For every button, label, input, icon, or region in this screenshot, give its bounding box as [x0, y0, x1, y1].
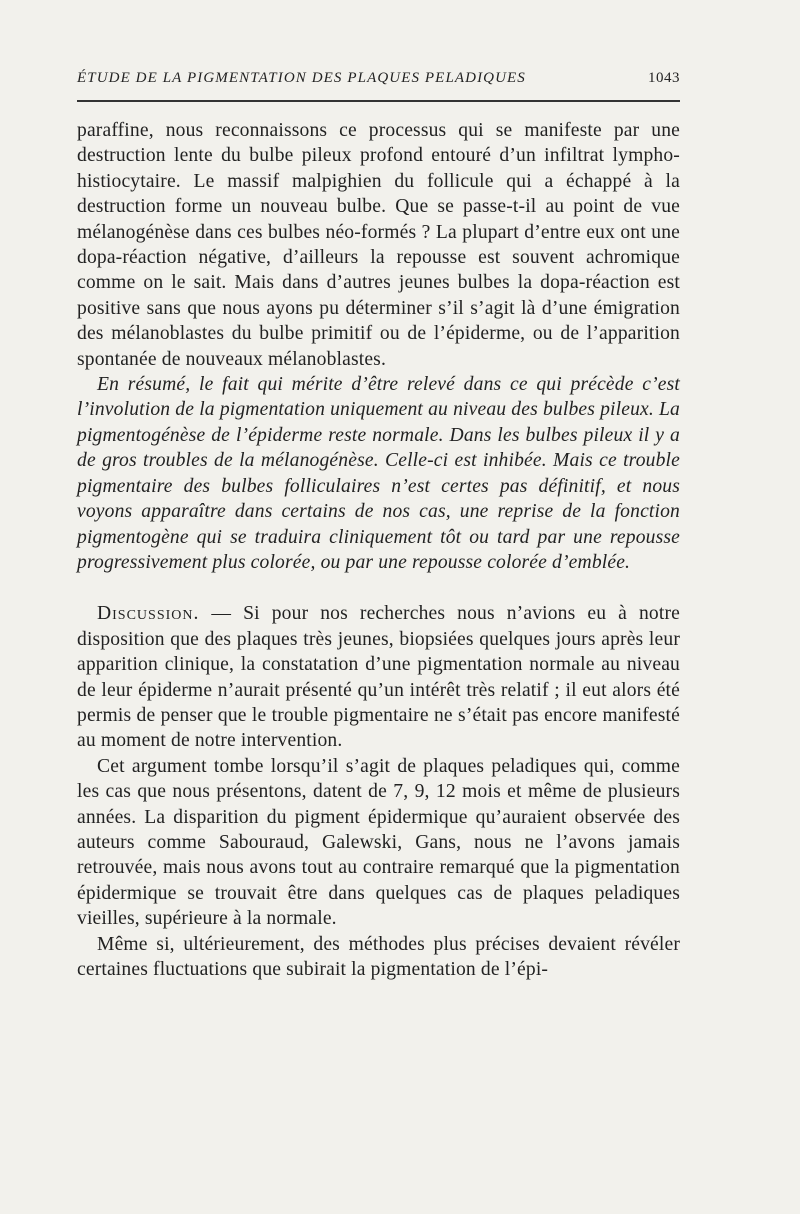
- paragraph-1: paraffine, nous reconnaissons ce processus qui se manifeste par une destruction lente du bulbe pileux profond entouré d’un infiltrat lympho-histiocytaire. Le massif malpighien du follicule qui a échappé à la destruction forme un nouveau bulbe. Que se passe-t-il au point de vue mélanogénèse dans ces bulbes néo-formés ? La plupart d’entre eux ont une dopa-réaction négative, d’ailleurs la repousse est souvent achromique comme on le sait. Mais dans d’autres jeunes bulbes la dopa-réaction est positive sans que nous ayons pu déterminer s’il s’agit là d’une émigration des mélanoblastes du bulbe primitif ou de l’épiderme, ou de l’apparition spontanée de nouveaux mélanoblastes.: [77, 120, 680, 370]
- page-number: 1043: [648, 70, 680, 86]
- body-text: [77, 118, 680, 982]
- discussion-label: Discussion.: [97, 603, 200, 625]
- running-header: [77, 70, 680, 96]
- paragraph-4: Cet argument tombe lorsqu’il s’agit de plaques peladiques qui, comme les cas que nous présentons, datent de 7, 9, 12 mois et même de plusieurs années. La disparition du pigment épidermique qu’auraient observée des auteurs comme Sabouraud, Galewski, Gans, nous ne l’avons jamais retrouvée, mais nous avons tout au contraire remarqué que la pigmentation épidermique se trouvait être dans quelques cas de plaques peladiques vieilles, supérieure à la normale.: [77, 755, 680, 930]
- paragraph-discussion: [77, 601, 680, 753]
- running-title: ÉTUDE DE LA PIGMENTATION DES PLAQUES PELADIQUES: [77, 70, 526, 86]
- page: [77, 70, 680, 982]
- paragraph-5: Même si, ultérieurement, des méthodes plus précises devaient révéler certaines fluctuations que subirait la pigmentation de l’épi-: [77, 933, 680, 980]
- header-rule: [77, 100, 680, 102]
- discussion-text: — Si pour nos recherches nous n’avions eu à notre disposition que des plaques très jeunes, biopsiées quelques jours après leur apparition clinique, la constatation d’une pigmentation normale au niveau de leur épiderme n’aurait présenté qu’un intérêt très relatif ; il eut alors été permis de penser que le trouble pigmentaire ne s’était pas encore manifesté au moment de notre intervention.: [77, 603, 680, 752]
- paragraph-summary: En résumé, le fait qui mérite d’être relevé dans ce qui précède c’est l’involution de la pigmentation uniquement au niveau des bulbes pileux. La pigmentogénèse de l’épiderme reste normale. Dans les bulbes pileux il y a de gros troubles de la mélanogénèse. Celle-ci est inhibée. Mais ce trouble pigmentaire des bulbes folliculaires n’est certes pas définitif, et nous voyons apparaître dans certains de nos cas, une reprise de la fonction pigmentogène qui se traduira cliniquement tôt ou tard par une repousse progressivement plus colorée, ou par une repousse colorée d’emblée.: [77, 374, 680, 573]
